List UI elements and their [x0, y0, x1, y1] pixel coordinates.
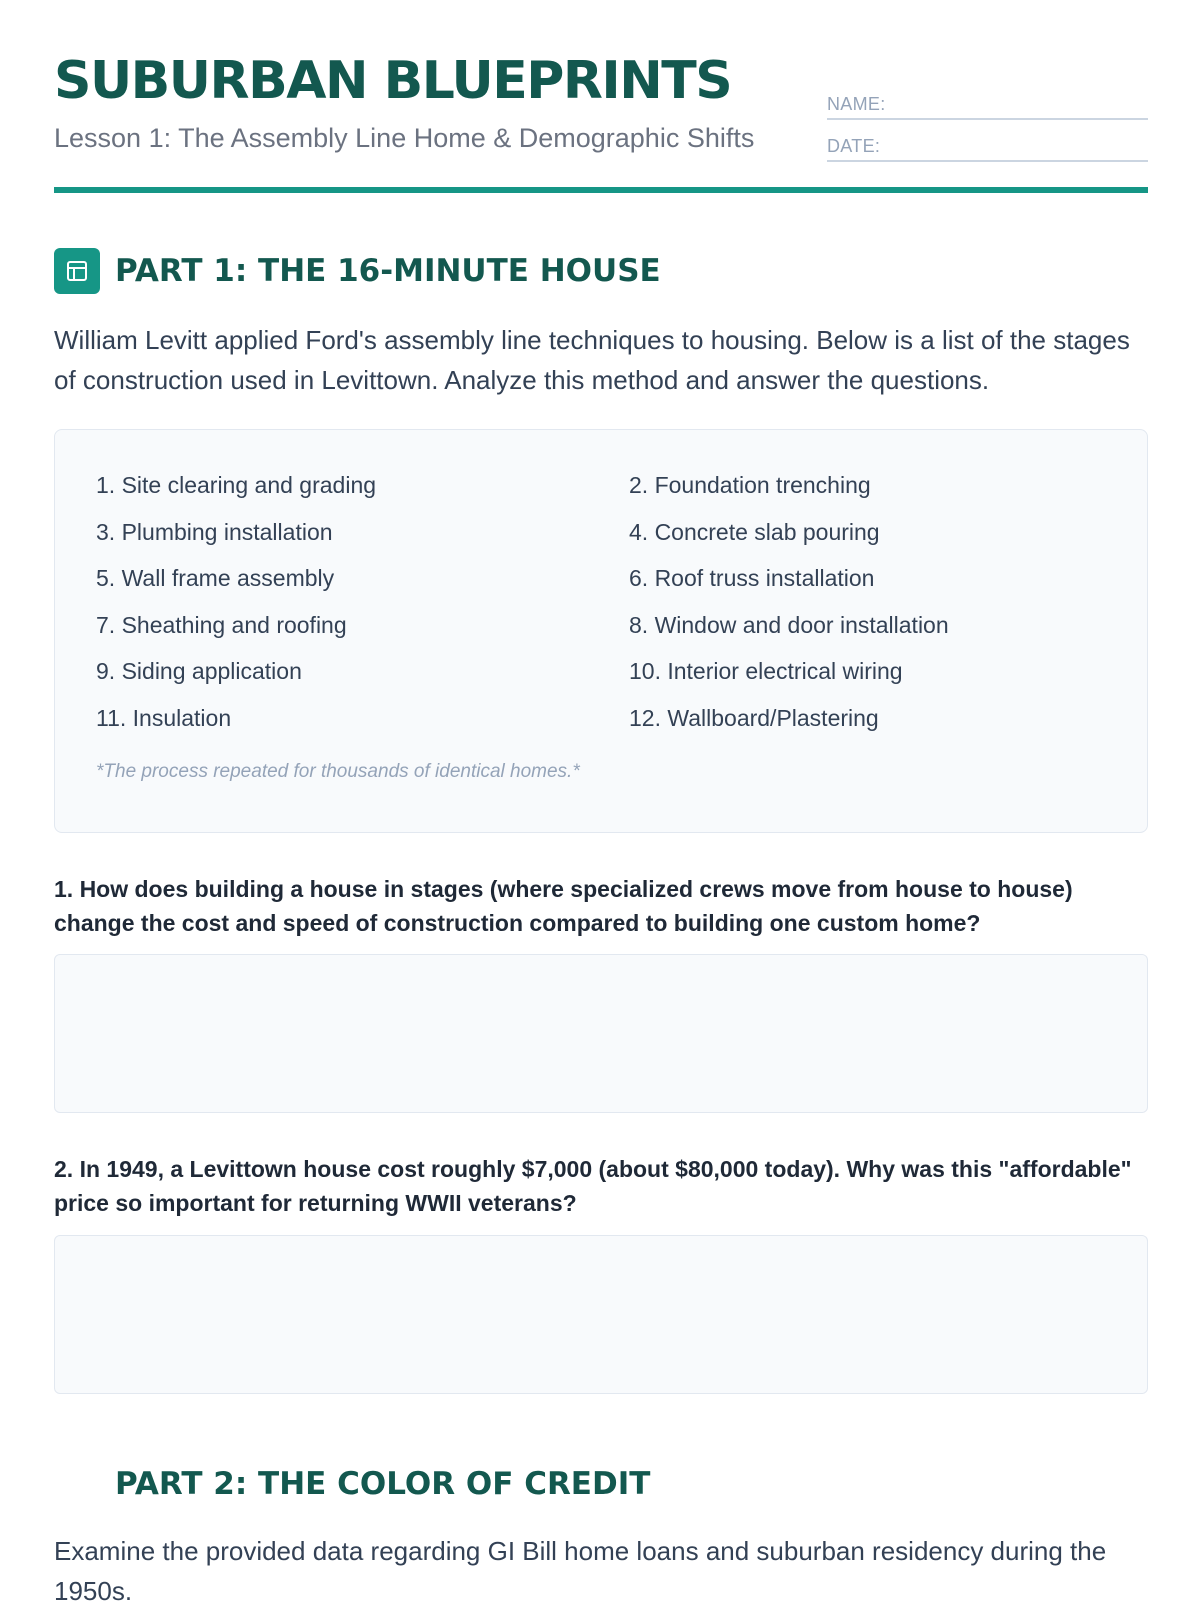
worksheet-page	[54, 0, 1148, 1606]
stage-item: 10. Interior electrical wiring	[629, 658, 903, 685]
stage-item: 3. Plumbing installation	[96, 518, 333, 545]
stage-item: 4. Concrete slab pouring	[629, 518, 880, 545]
question-2: 2. In 1949, a Levittown house cost roughly $7,000 (about $80,000 today). Why was this "affordable" price so important for returning WWII veterans?	[54, 1156, 1132, 1216]
stage-item: 12. Wallboard/Plastering	[629, 704, 879, 731]
part1-heading	[54, 248, 1148, 294]
lesson-subtitle: Lesson 1: The Assembly Line Home & Demographic Shifts	[54, 123, 755, 153]
stage-item: 5. Wall frame assembly	[96, 565, 335, 592]
construction-stages-box	[54, 429, 1148, 833]
stages-note: *The process repeated for thousands of identical homes.*	[96, 761, 580, 782]
date-label: DATE:	[827, 136, 881, 156]
part2-title: PART 2: THE COLOR OF CREDIT	[115, 1466, 651, 1502]
stage-item: 2. Foundation trenching	[629, 472, 871, 498]
answer-box-1[interactable]	[54, 954, 1148, 1113]
worksheet-title: SUBURBAN BLUEPRINTS	[54, 51, 732, 111]
stage-item: 8. Window and door installation	[629, 611, 949, 638]
stage-item: 7. Sheathing and roofing	[96, 611, 347, 638]
stage-item: 9. Siding application	[96, 658, 302, 685]
name-field[interactable]	[827, 88, 1148, 120]
part1-title: PART 1: THE 16-MINUTE HOUSE	[115, 253, 661, 289]
date-field[interactable]	[827, 130, 1148, 162]
question-1: 1. How does building a house in stages (where specialized crews move from house to house) change the cost and speed of construction compared to building one custom home?	[54, 876, 1073, 936]
construction-stages-list	[96, 462, 1106, 742]
stage-item: 6. Roof truss installation	[629, 565, 875, 592]
header-divider	[54, 187, 1148, 193]
part2-intro: Examine the provided data regarding GI Bill home loans and suburban residency during the 1950s.	[54, 1536, 1107, 1606]
stage-item: 1. Site clearing and grading	[96, 472, 377, 498]
part1-intro: William Levitt applied Ford's assembly line techniques to housing. Below is a list of the stages of construction used in Levittown. Analyze this method and answer the questions.	[54, 325, 1130, 395]
part2-heading	[54, 1461, 1148, 1507]
stage-item: 11. Insulation	[96, 704, 232, 731]
worksheet-header	[54, 0, 1148, 194]
answer-box-2[interactable]	[54, 1235, 1148, 1394]
name-label: NAME:	[827, 94, 886, 114]
layout-icon	[54, 248, 100, 294]
